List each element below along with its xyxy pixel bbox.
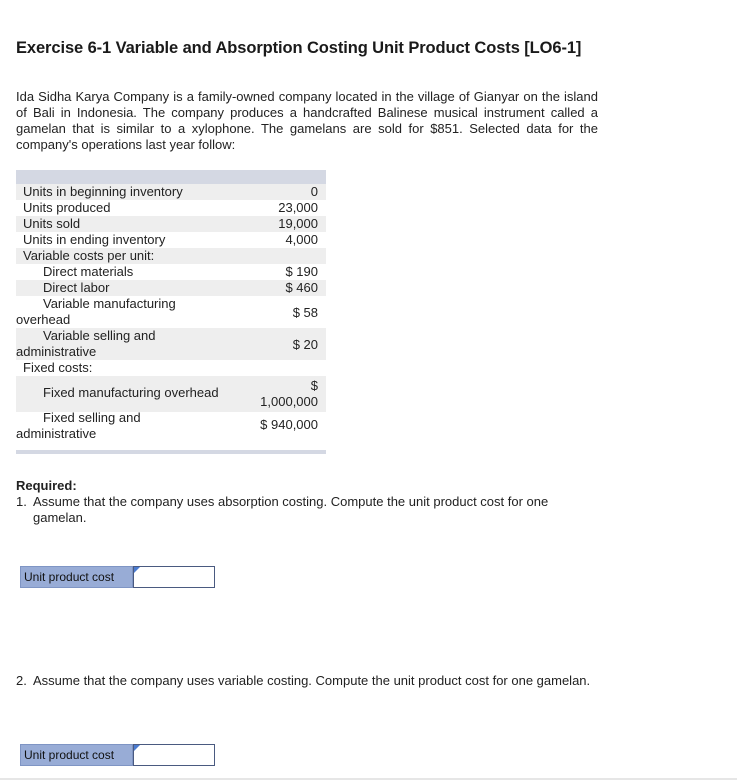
row-value: $ 940,000 xyxy=(260,417,318,432)
row-label: Direct labor xyxy=(43,280,110,295)
unit-product-cost-label: Unit product cost xyxy=(20,566,133,588)
row-label: Units in beginning inventory xyxy=(23,184,183,199)
row-value: 4,000 xyxy=(285,232,318,247)
data-table xyxy=(16,170,326,441)
row-value: $ 58 xyxy=(292,305,318,320)
table-top-bar xyxy=(16,170,326,184)
input-corner-marker-icon xyxy=(134,745,140,751)
row-label: Fixed manufacturing overhead xyxy=(43,385,219,400)
page-bottom-divider xyxy=(0,778,737,780)
row-value: 1,000,000 xyxy=(260,394,318,409)
table-row xyxy=(16,248,326,264)
table-row xyxy=(16,410,326,442)
table-row xyxy=(16,232,326,248)
table-row xyxy=(16,200,326,216)
table-row xyxy=(16,184,326,200)
row-label: Variable costs per unit: xyxy=(23,248,155,263)
row-label: Units sold xyxy=(23,216,81,231)
unit-product-cost-input-absorption[interactable] xyxy=(133,566,215,588)
table-row xyxy=(16,296,326,328)
input-corner-marker-icon xyxy=(134,567,140,573)
row-currency: $ xyxy=(310,378,318,393)
row-value: 23,000 xyxy=(278,200,318,215)
table-bottom-bar xyxy=(16,450,326,454)
table-row xyxy=(16,360,326,376)
answer-row-2 xyxy=(20,744,215,766)
row-value: $ 460 xyxy=(285,280,318,295)
row-value: 0 xyxy=(310,184,318,199)
row-value: $ 190 xyxy=(285,264,318,279)
question-text: Assume that the company uses variable costing. Compute the unit product cost for one gamelan. xyxy=(33,673,591,688)
row-label: Direct materials xyxy=(43,264,134,279)
row-label: Fixed costs: xyxy=(23,360,93,375)
answer-row-1 xyxy=(20,566,215,588)
required-heading: Required: xyxy=(16,478,77,493)
table-row xyxy=(16,216,326,232)
unit-product-cost-input-variable[interactable] xyxy=(133,744,215,766)
exercise-title: Exercise 6-1 Variable and Absorption Costing Unit Product Costs [LO6-1] xyxy=(16,39,582,57)
question-text: Assume that the company uses absorption costing. Compute the unit product cost for one gamelan. xyxy=(33,494,549,525)
row-label: Variable manufacturing overhead xyxy=(16,296,176,327)
table-row xyxy=(16,264,326,280)
row-label: Units produced xyxy=(23,200,111,215)
row-label: Units in ending inventory xyxy=(23,232,166,247)
row-value: $ 20 xyxy=(292,337,318,352)
table-row xyxy=(16,376,326,412)
intro-paragraph: Ida Sidha Karya Company is a family-owned company located in the village of Gianyar on the island of Bali in Indonesia. The company produces a handcrafted Balinese musical instrument called a gamelan that is similar to a xylophone. The gamelans are sold for $851. Selected data for the company's operations last year follow: xyxy=(16,89,598,152)
question-number: 1. xyxy=(16,494,27,509)
question-1 xyxy=(16,494,598,526)
question-2 xyxy=(16,673,598,689)
row-label: Fixed selling and administrative xyxy=(16,410,141,441)
table-row xyxy=(16,328,326,360)
unit-product-cost-label: Unit product cost xyxy=(20,744,133,766)
row-label: Variable selling and administrative xyxy=(16,328,156,359)
row-value: 19,000 xyxy=(278,216,318,231)
question-number: 2. xyxy=(16,673,27,688)
table-row xyxy=(16,280,326,296)
